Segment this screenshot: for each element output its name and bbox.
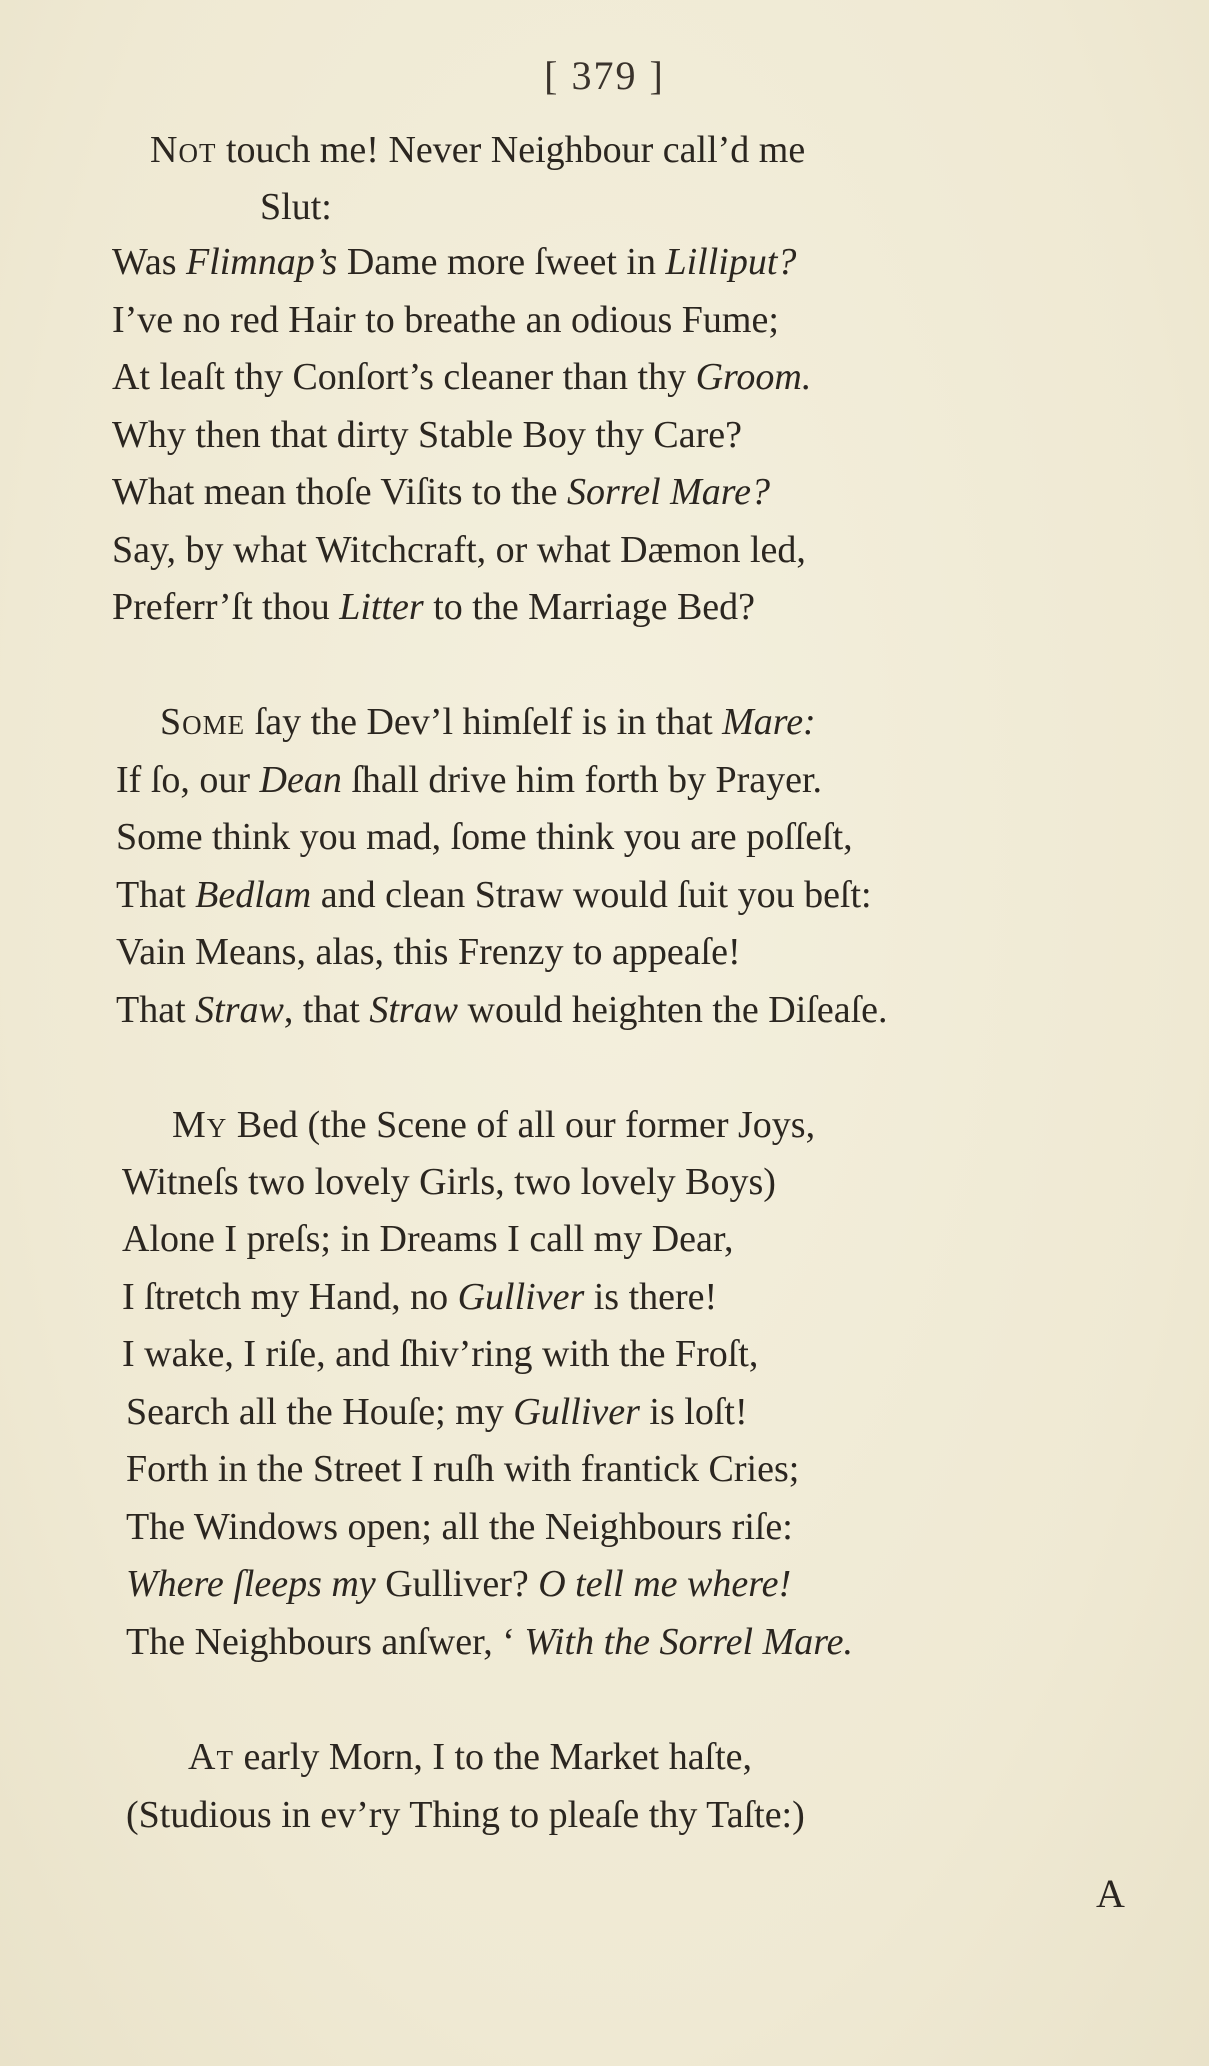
verse-line xyxy=(260,185,332,229)
verse-line xyxy=(126,1562,791,1606)
italic-text: Mare: xyxy=(722,701,816,743)
italic-text: Straw xyxy=(195,989,284,1031)
roman-text: Slut: xyxy=(260,186,332,228)
roman-text: Dame more ſweet in xyxy=(337,241,666,283)
roman-text: Witneſs two lovely Girls, two lovely Boys) xyxy=(122,1161,776,1203)
verse-line xyxy=(116,815,853,859)
roman-text: would heighten the Diſeaſe. xyxy=(458,989,888,1031)
stanza-opening-word: At xyxy=(188,1736,234,1778)
roman-text: The Neighbours anſwer, ‘ xyxy=(126,1621,525,1663)
verse-line xyxy=(112,355,811,399)
italic-text: Bedlam xyxy=(195,874,312,916)
roman-text: ſhall drive him forth by Prayer. xyxy=(341,759,823,801)
roman-text: is there! xyxy=(584,1276,718,1318)
verse-line xyxy=(122,1160,776,1204)
verse-line xyxy=(126,1793,805,1837)
roman-text: and clean Straw would ſuit you beſt: xyxy=(311,874,872,916)
verse-line xyxy=(126,1447,799,1491)
roman-text: What mean thoſe Viſits to the xyxy=(112,471,568,513)
stanza-opening-word: Some xyxy=(160,701,246,743)
roman-text: Some think you mad, ſome think you are poſſeſt, xyxy=(116,816,853,858)
italic-text: With the Sorrel Mare. xyxy=(524,1621,853,1663)
roman-text: Bed (the Scene of all our former Joys, xyxy=(227,1104,816,1146)
verse-line xyxy=(160,700,816,744)
italic-text: Where ſleeps my xyxy=(126,1563,376,1605)
roman-text: That xyxy=(116,989,196,1031)
verse-line xyxy=(116,988,888,1032)
verse-line xyxy=(172,1103,815,1147)
roman-text: ſay the Dev’l himſelf is in that xyxy=(245,701,723,743)
italic-text: Gulliver xyxy=(513,1391,640,1433)
stanza-opening-word: Not xyxy=(150,129,217,171)
verse-line xyxy=(112,470,770,514)
italic-text: Straw xyxy=(369,989,459,1031)
verse-line xyxy=(126,1620,853,1664)
roman-text: Gulliver? xyxy=(375,1563,539,1605)
roman-text: I wake, I riſe, and ſhiv’ring with the Froſt, xyxy=(122,1333,759,1375)
roman-text: touch me! Never Neighbour call’d me xyxy=(216,129,806,171)
roman-text: early Morn, I to the Market haſte, xyxy=(233,1736,753,1778)
italic-text: Flimnap’s xyxy=(185,241,338,283)
verse-line xyxy=(112,240,796,284)
verse-line xyxy=(112,528,806,572)
verse-line xyxy=(116,930,741,974)
roman-text: At leaſt thy Conſort’s cleaner than thy xyxy=(112,356,696,398)
verse-line xyxy=(112,298,779,342)
roman-text: That xyxy=(116,874,196,916)
roman-text: Forth in the Street I ruſh with frantick Cries; xyxy=(126,1448,800,1490)
verse-line xyxy=(116,758,822,802)
roman-text: (Studious in ev’ry Thing to pleaſe thy Taſte:) xyxy=(126,1794,805,1836)
roman-text: to the Marriage Bed? xyxy=(423,586,756,628)
roman-text: Was xyxy=(112,241,186,283)
verse-line xyxy=(126,1390,748,1434)
italic-text: O tell me where! xyxy=(538,1563,792,1605)
italic-text: Groom. xyxy=(695,356,812,398)
verse-line xyxy=(112,413,742,457)
roman-text: Preferr’ſt thou xyxy=(112,586,340,628)
italic-text: Sorrel Mare? xyxy=(567,471,771,513)
roman-text: Vain Means, alas, this Frenzy to appeaſe! xyxy=(116,931,741,973)
page-number: [ 379 ] xyxy=(544,53,665,98)
roman-text: Say, by what Witchcraft, or what Dæmon led, xyxy=(112,529,806,571)
italic-text: Dean xyxy=(259,759,342,801)
verse-line xyxy=(126,1505,793,1549)
roman-text: I ſtretch my Hand, no xyxy=(122,1276,458,1318)
roman-text: Search all the Houſe; my xyxy=(126,1391,514,1433)
verse-line xyxy=(116,873,872,917)
stanza-opening-word: My xyxy=(172,1104,228,1146)
verse-line xyxy=(112,585,755,629)
verse-line xyxy=(122,1332,758,1376)
italic-text: Litter xyxy=(339,586,424,628)
roman-text: is loſt! xyxy=(639,1391,748,1433)
roman-text: Why then that dirty Stable Boy thy Care? xyxy=(112,414,743,456)
roman-text: I’ve no red Hair to breathe an odious Fume; xyxy=(112,299,779,341)
verse-line xyxy=(188,1735,752,1779)
italic-text: Gulliver xyxy=(457,1276,585,1318)
verse-line xyxy=(122,1217,734,1261)
italic-text: Lilliput? xyxy=(665,241,797,283)
roman-text: Alone I preſs; in Dreams I call my Dear, xyxy=(122,1218,734,1260)
roman-text: , that xyxy=(283,989,370,1031)
roman-text: If ſo, our xyxy=(116,759,260,801)
roman-text: The Windows open; all the Neighbours riſe: xyxy=(126,1506,793,1548)
verse-line xyxy=(150,128,805,172)
catchword: A xyxy=(1096,1871,1125,1916)
verse-line xyxy=(122,1275,717,1319)
